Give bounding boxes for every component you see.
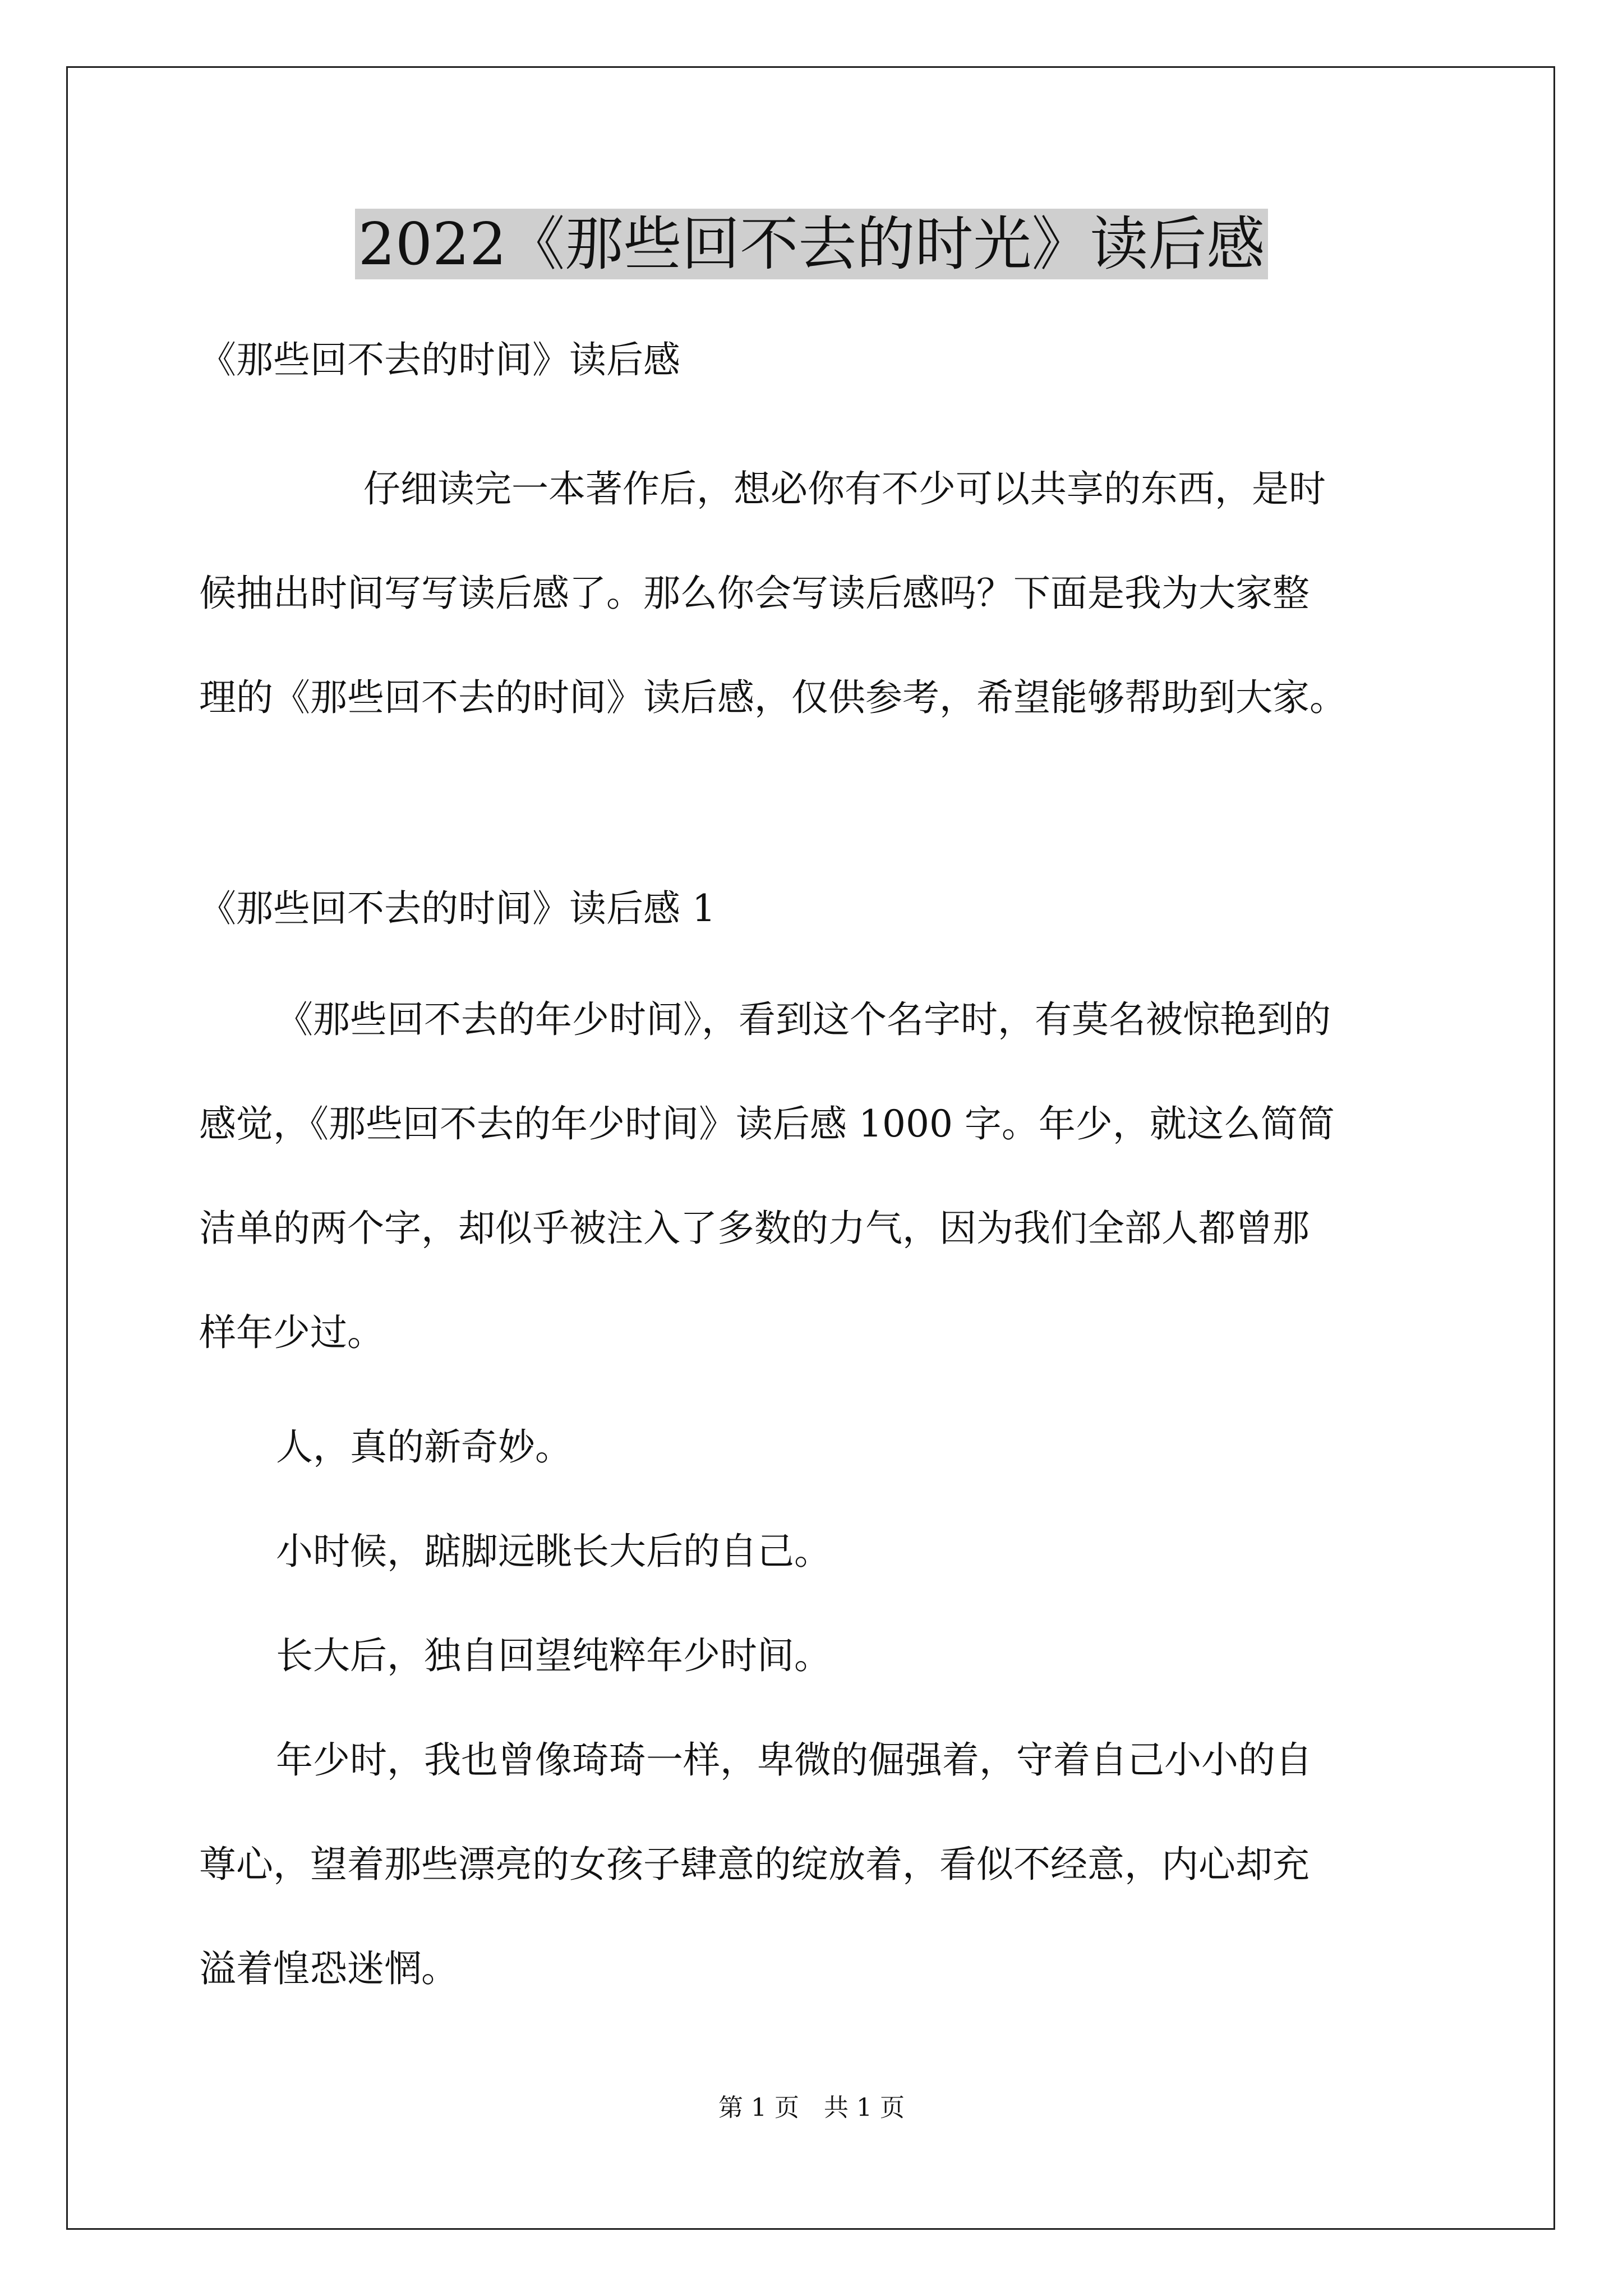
paragraph-1-line-3: 洁单的两个字，却似乎被注入了多数的力气，因为我们全部人都曾那 [199, 1207, 1310, 1250]
intro-line-1: 仔细读完一本著作后，想必你有不少可以共享的东西，是时 [363, 467, 1326, 510]
section-heading-1: 《那些回不去的时间》读后感 1 [199, 887, 716, 930]
paragraph-5-line-2: 尊心，望着那些漂亮的女孩子肆意的绽放着，看似不经意，内心却充 [199, 1843, 1310, 1886]
paragraph-1-line-4: 样年少过。 [199, 1311, 384, 1354]
paragraph-5-line-3: 溢着惶恐迷惘。 [199, 1947, 458, 1990]
paragraph-4: 长大后，独自回望纯粹年少时间。 [276, 1634, 831, 1677]
subtitle: 《那些回不去的时间》读后感 [199, 338, 680, 381]
paragraph-1-line-1: 《那些回不去的年少时间》，看到这个名字时，有莫名被惊艳到的 [276, 998, 1331, 1041]
paragraph-1-line-2: 感觉，《那些回不去的年少时间》读后感 1000 字。年少，就这么简简 [199, 1102, 1335, 1145]
intro-line-3: 理的《那些回不去的时间》读后感，仅供参考，希望能够帮助到大家。 [199, 676, 1347, 719]
page-footer: 第 1 页 共 1 页 [718, 2093, 905, 2122]
paragraph-2: 人，真的新奇妙。 [276, 1425, 572, 1469]
page-border [66, 66, 1555, 2230]
paragraph-3: 小时候，踮脚远眺长大后的自己。 [276, 1530, 831, 1573]
document-title-text: 2022《那些回不去的时光》读后感 [355, 209, 1269, 279]
document-title [0, 202, 1623, 286]
intro-line-2: 候抽出时间写写读后感了。那么你会写读后感吗？下面是我为大家整 [199, 572, 1310, 615]
paragraph-5-line-1: 年少时，我也曾像琦琦一样，卑微的倔强着，守着自己小小的自 [276, 1738, 1312, 1782]
